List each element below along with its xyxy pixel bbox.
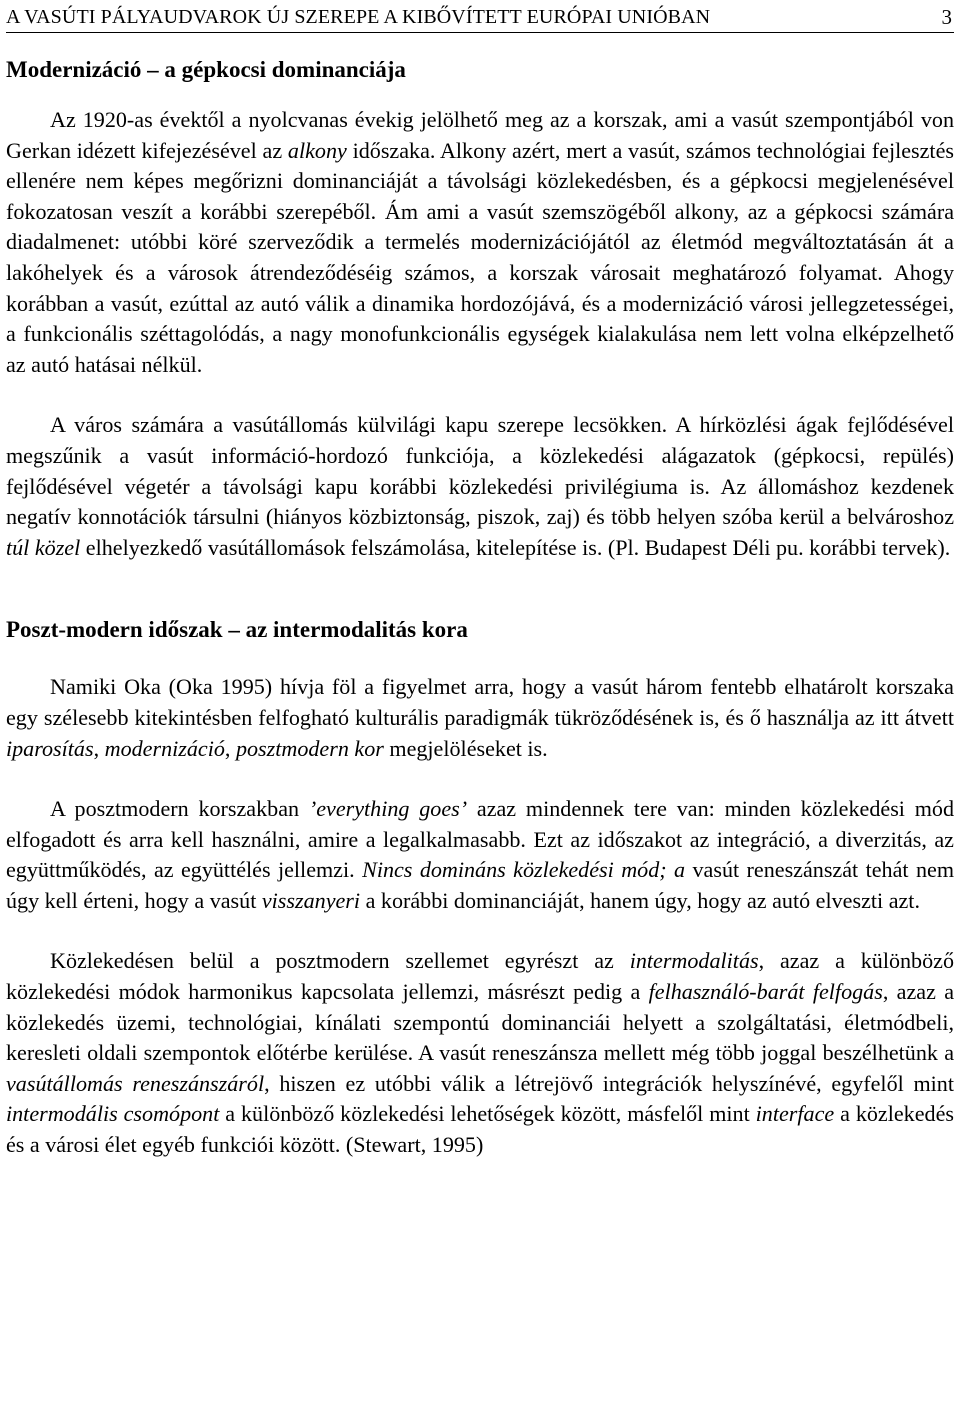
section-heading-poszt-modern: Poszt-modern időszak – az intermodalitás kora	[6, 617, 468, 643]
document-page	[6, 0, 954, 1161]
page-number: 3	[941, 5, 952, 29]
running-header	[6, 0, 954, 33]
paragraph-modernizacio-1: Az 1920-as évektől a nyolcvanas évekig jelölhető meg az a korszak, ami a vasút szempontjából von Gerkan idézett kifejezésével az alkony időszaka. Alkony azért, mert a vasút, számos technológiai fejlesztés ellenére nem képes megőrizni dominanciáját a távolsági közlekedésben, és a gépkocsi megjelenésével fokozatosan veszít a korábbi szerepéből. Ám ami a vasút szemszögéből alkony, az a gépkocsi számára diadalmenet: utóbbi köré szerveződik a termelés modernizációjától az életmód megváltoztatásán át a lakóhelyek és a városok átrendeződéséig számos, a korszak városait meghatározó folyamat. Ahogy korábban a vasút, ezúttal az autó válik a dinamika hordozójává, és a modernizáció városi jellegzetességei, a funkcionális széttagolódás, a nagy monofunkcionális egységek kialakulása nem lett volna elképzelhető az autó hatásai nélkül.	[6, 107, 954, 377]
running-header-title: A VASÚTI PÁLYAUDVAROK ÚJ SZEREPE A KIBŐVÍTETT EURÓPAI UNIÓBAN	[6, 6, 711, 28]
paragraph-poszt-modern-2: A posztmodern korszakban ’everything goes’ azaz mindennek tere van: minden közlekedési mód elfogadott és arra kell használni, amire a legalkalmasabb. Ezt az időszakot az integráció, a diverzitás, az együttműködés, az együttélés jellemzi. Nincs domináns közlekedési mód; a vasút reneszánszát tehát nem úgy kell érteni, hogy a vasút visszanyeri a korábbi dominanciáját, hanem úgy, hogy az autó elveszti azt.	[6, 796, 954, 913]
paragraph-poszt-modern-1: Namiki Oka (Oka 1995) hívja föl a figyelmet arra, hogy a vasút három fentebb elhatárolt korszaka egy szélesebb kitekintésben felfogható kulturális paradigmák tükröződésének is, és ő használja az itt átvett iparosítás, modernizáció, posztmodern kor megjelöléseket is.	[6, 674, 954, 761]
section-heading-modernizacio: Modernizáció – a gépkocsi dominanciája	[6, 57, 406, 82]
paragraph-poszt-modern-3: Közlekedésen belül a posztmodern szellemet egyrészt az intermodalitás, azaz a különböző közlekedési módok harmonikus kapcsolata jellemzi, másrészt pedig a felhasználó-barát felfogás, azaz a közlekedés üzemi, technológiai, kínálati szempontú dominanciái helyett a szolgáltatási, életmódbeli, keresleti oldali szempontok előtérbe kerülése. A vasút reneszánsza mellett még több joggal beszélhetünk a vasútállomás reneszánszáról, hiszen ez utóbbi válik a létrejövő integrációk helyszínévé, egyfelől mint intermodális csomópont a különböző közlekedési lehetőségek között, másfelől mint interface a közlekedés és a városi élet egyéb funkciói között. (Stewart, 1995)	[6, 948, 955, 1158]
paragraph-modernizacio-2: A város számára a vasútállomás külvilági kapu szerepe lecsökken. A hírközlési ágak fejlődésével megszűnik a vasút információ-hordozó funkciója, a közlekedési alágazatok (gépkocsi, repülés) fejlődésével végetér a távolsági kapu korábbi közlekedési privilégiuma is. Az állomáshoz kezdenek negatív konnotációk társulni (hiányos közbiztonság, piszok, zaj) és több helyen szóba kerül a belvároshoz túl közel elhelyezkedő vasútállomások felszámolása, kitelepítése is. (Pl. Budapest Déli pu. korábbi tervek).	[6, 412, 954, 560]
